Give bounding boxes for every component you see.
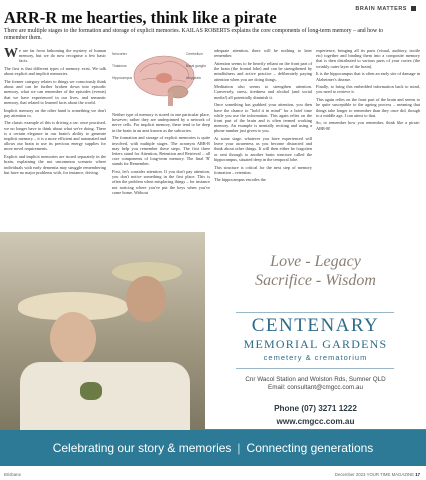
brain-label: Basal ganglia — [186, 64, 206, 68]
footer-issue — [335, 472, 420, 477]
paragraph: Meditation also seems to strengthen attention. Conversely, stress, tiredness and alcohol (and social media!) all potentially diminish it. — [214, 84, 312, 100]
article-subtitle: There are multiple stages to the formation and storage of explicit memories. KAILAS ROBERTS explains the core components of long-term memory – and how to remember them. — [4, 28, 384, 42]
brain-label: Hippocampus — [112, 76, 133, 80]
tagline-line: Sacrifice - Wisdom — [255, 272, 376, 289]
phone-number: Phone (07) 3271 1222 — [274, 404, 357, 413]
paragraph: It is the hippocampus that is often an early site of damage in Alzheimer's disease. — [316, 71, 420, 82]
face-shape — [126, 276, 166, 322]
article-column-1 — [4, 48, 106, 177]
tagline-line: Love - Legacy — [270, 253, 361, 270]
brain-label: Thalamus — [112, 64, 127, 68]
paragraph: This again relies on the front part of the brain and seems to be quite susceptible to the ageing process – meaning that things take longer to remember than they once did, though to a middle age, I can attest to that. — [316, 97, 420, 118]
brand-subname: MEMORIAL GARDENS — [243, 337, 388, 351]
paragraph: First, let's consider attention. If you don't pay attention, you don't notice something in the first place. This is often the problem when misplacing things – for instance not noticing where you've put the keys when you've come home. Without — [112, 169, 210, 195]
paragraph: The formation and storage of explicit memories is quite involved, with multiple stages. The acronym ARR-R may help you remember these steps. The first three letters stand for Attention, Retention and Retrieval – all core components of long-term memory. The final 'R' stands for Remember. — [112, 135, 210, 167]
paragraph: Finally, to bring this embedded information back to mind, you need to retrieve it. — [316, 84, 420, 95]
brand-descriptor: cemetery & crematorium — [263, 353, 368, 362]
brain-label: Neocortex — [112, 52, 128, 56]
paragraph: This structure is critical for the next step of memory formation – retention. — [214, 164, 312, 175]
face-shape — [50, 312, 96, 364]
paragraph: At some stage, whatever you have experienced will leave your awareness as you become distracted and think about other things. It will then either be forgotten or sent through to another brain structure called the hippocampus, situated deep in the temporal lobe. — [214, 136, 312, 162]
ad-tagline — [208, 252, 423, 290]
divider — [236, 368, 394, 369]
article-column-2 — [112, 112, 210, 198]
article-column-4 — [316, 48, 420, 133]
paragraph: adequate attention, there will be nothing to later remember. — [214, 48, 312, 59]
page-number: 17 — [415, 472, 420, 477]
banner-text: Celebrating our story & memories — [52, 441, 232, 455]
footer-location: Brisbane — [4, 472, 21, 477]
paragraph: Neither type of memory is stored in one particular place, however; rather they are underpinned by a network of nerve cells. For implicit memory, these tend to be deep in the brain in an area known as the subcortex. — [112, 112, 210, 133]
paragraph: Attention seems to be heavily reliant on the front part of the brain (the frontal lobe) and can be strengthened by mindfulness and active practice – deliberately paying attention when you are doing things. — [214, 60, 312, 82]
banner-text: Connecting generations — [246, 441, 374, 455]
banner-separator: | — [237, 441, 241, 455]
article-column-3 — [214, 48, 312, 185]
divider — [236, 312, 394, 313]
ad-contact — [208, 376, 423, 392]
brand-name: CENTENARY — [251, 315, 380, 336]
magazine-title: YOUR TIME MAGAZINE — [366, 472, 415, 477]
issue-date: December 2023 — [334, 472, 367, 477]
paragraph: The first is that different types of memory exist. We talk about explicit and implicit memories. — [4, 66, 106, 77]
drop-cap: W — [4, 46, 18, 61]
article-title: ARR-R me hearties, think like a pirate — [4, 8, 277, 27]
paragraph: Explicit and implicit memories are stored separately in the brain, explaining the not uncommon scenario where individuals with early dementia may struggle remembering but have no major problems with, for instance, driving. — [4, 154, 106, 175]
paragraph: We are far from fathoming the mystery of human memory, but we do now recognise a few basic facts. — [4, 46, 106, 64]
paragraph: So, to remember how you remember, think like a pirate: ARR-R! — [316, 120, 420, 131]
section-header — [355, 6, 416, 12]
website-link[interactable]: www.cmgcc.com.au — [276, 417, 355, 426]
section-label: BRAIN MATTERS — [355, 6, 407, 12]
paragraph: Once something has grabbed your attention, you then have the chance to "hold it in mind" for a brief time while you use the information. This again relies on the front part of the brain and is often termed working memory. An example is mentally reciting and using a phone number just given to you. — [214, 102, 312, 134]
brain-label: Cerebellum — [186, 52, 203, 56]
brain-label: Amygdala — [186, 76, 201, 80]
email-line: Email: consultant@cmgcc.com.au — [268, 384, 363, 391]
address-line: Cnr Wacol Station and Wolston Rds, Sumner QLD — [245, 376, 386, 383]
square-icon — [411, 6, 416, 11]
paragraph: Implicit memory on the other hand is something we don't pay attention to. — [4, 107, 106, 118]
paragraph: experience, bringing all its parts (visual, auditory, tactile etc) together and binding them into a composite memory that is then distributed to various parts of your cortex (the wrinkly outer layer of the brain). — [316, 48, 420, 69]
paragraph: The classic example of this is driving a car: once practised, we no longer have to think about what we're doing. There is a certain elegance in our brain's ability to generate implicit memory – it is a more efficient and automated and allows our brain to use its precious energy supplies for more novel requirements. — [4, 120, 106, 152]
paragraph: The hippocampus encodes the — [214, 177, 266, 183]
plant-pot-shape — [80, 382, 102, 400]
ad-banner — [0, 430, 426, 466]
brain-illustration — [112, 48, 210, 108]
paragraph: The former category relates to things we consciously think about and can be further broken down into episodic memory, what we can remember of the episodes (events) that we have experienced in our lives, and semantic memory, that related to learned facts about the world. — [4, 79, 106, 105]
